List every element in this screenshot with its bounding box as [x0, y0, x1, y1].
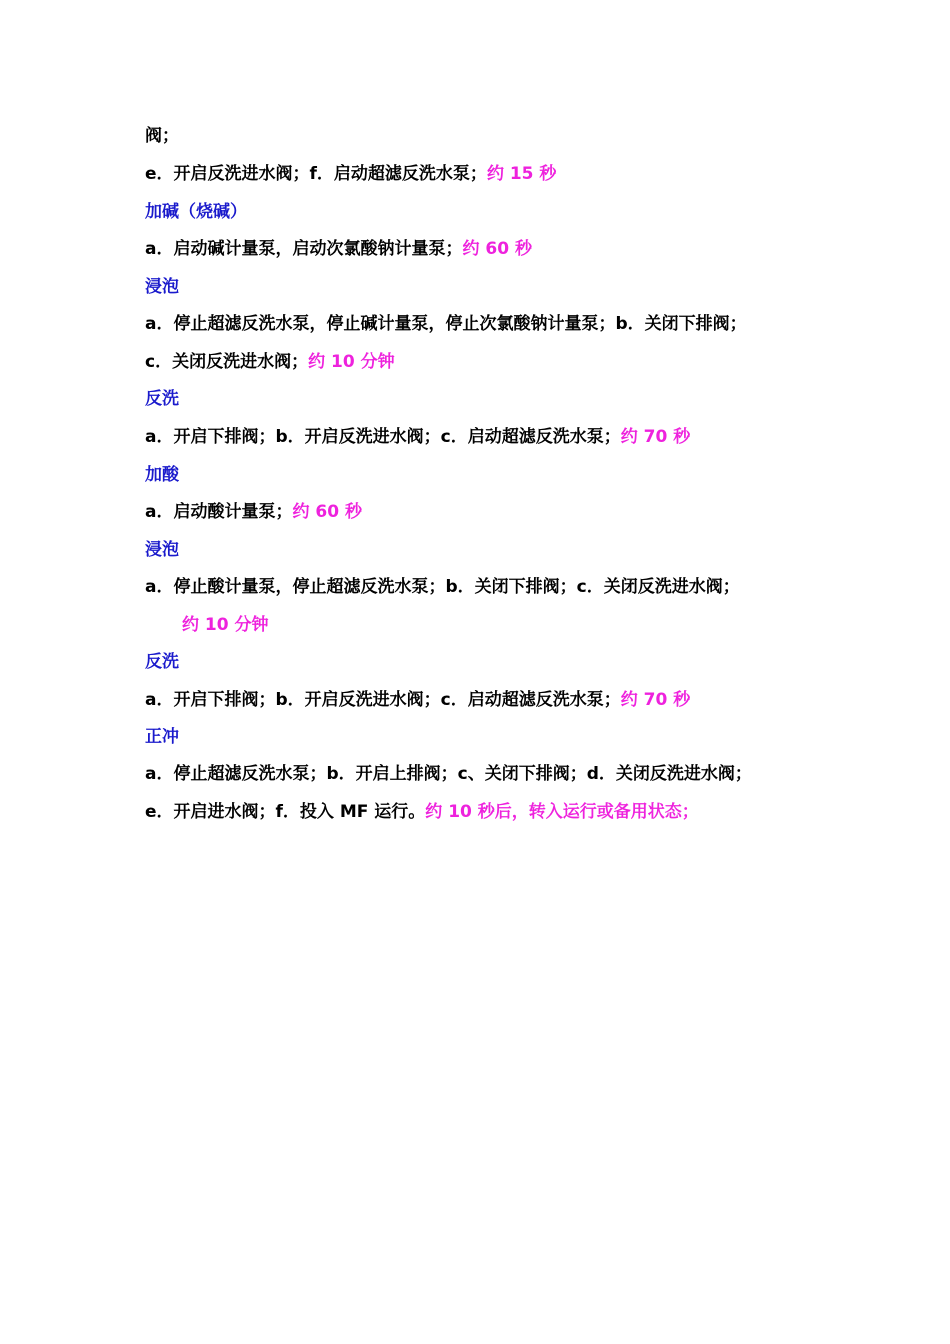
- step-text: a．停止超滤反洗水泵；b．开启上排阀；c、关闭下排阀；d．关闭反洗进水阀；: [145, 764, 752, 784]
- text-line: [182, 613, 269, 637]
- text-line: [145, 312, 747, 336]
- text-line: [145, 762, 752, 786]
- text-line: [145, 688, 690, 712]
- time-note: 约 10 分钟: [308, 352, 395, 372]
- time-note: 约 10 分钟: [182, 615, 269, 635]
- time-note: 约 60 秒: [462, 239, 532, 259]
- step-text: a．启动碱计量泵，启动次氯酸钠计量泵；: [145, 239, 463, 259]
- step-text: e．开启反洗进水阀；f．启动超滤反洗水泵；: [145, 164, 487, 184]
- text-line: [145, 500, 362, 524]
- section-heading: 浸泡: [145, 540, 179, 560]
- section-heading: 浸泡: [145, 277, 179, 297]
- step-text: e．开启进水阀；f．投入 MF 运行。: [145, 802, 426, 822]
- text-line: [145, 124, 179, 148]
- time-note: 约 15 秒: [486, 164, 557, 184]
- text-line: [145, 800, 699, 824]
- section-heading: 反洗: [145, 389, 179, 409]
- step-text: 阀；: [145, 126, 179, 146]
- section-heading: 正冲: [145, 727, 179, 747]
- section-heading: 反洗: [145, 652, 179, 672]
- time-note: 约 70 秒: [620, 427, 691, 447]
- time-note: 约 60 秒: [292, 502, 362, 522]
- text-line: [145, 162, 556, 186]
- section-heading: 加酸: [145, 465, 179, 485]
- step-text: a．停止超滤反洗水泵，停止碱计量泵，停止次氯酸钠计量泵；b．关闭下排阀；: [145, 314, 747, 334]
- step-text: c．关闭反洗进水阀；: [145, 352, 309, 372]
- text-line: [145, 425, 690, 449]
- time-note: 约 70 秒: [620, 690, 691, 710]
- text-line: [145, 575, 740, 599]
- text-line: [145, 350, 395, 374]
- section-heading: 加碱（烧碱）: [145, 202, 247, 222]
- time-note: 约 10 秒后，转入运行或备用状态；: [425, 802, 699, 822]
- step-text: a．停止酸计量泵，停止超滤反洗水泵；b．关闭下排阀；c．关闭反洗进水阀；: [145, 577, 740, 597]
- step-text: a．开启下排阀；b．开启反洗进水阀；c．启动超滤反洗水泵；: [145, 427, 621, 447]
- step-text: a．启动酸计量泵；: [145, 502, 293, 522]
- text-line: [145, 237, 532, 261]
- step-text: a．开启下排阀；b．开启反洗进水阀；c．启动超滤反洗水泵；: [145, 690, 621, 710]
